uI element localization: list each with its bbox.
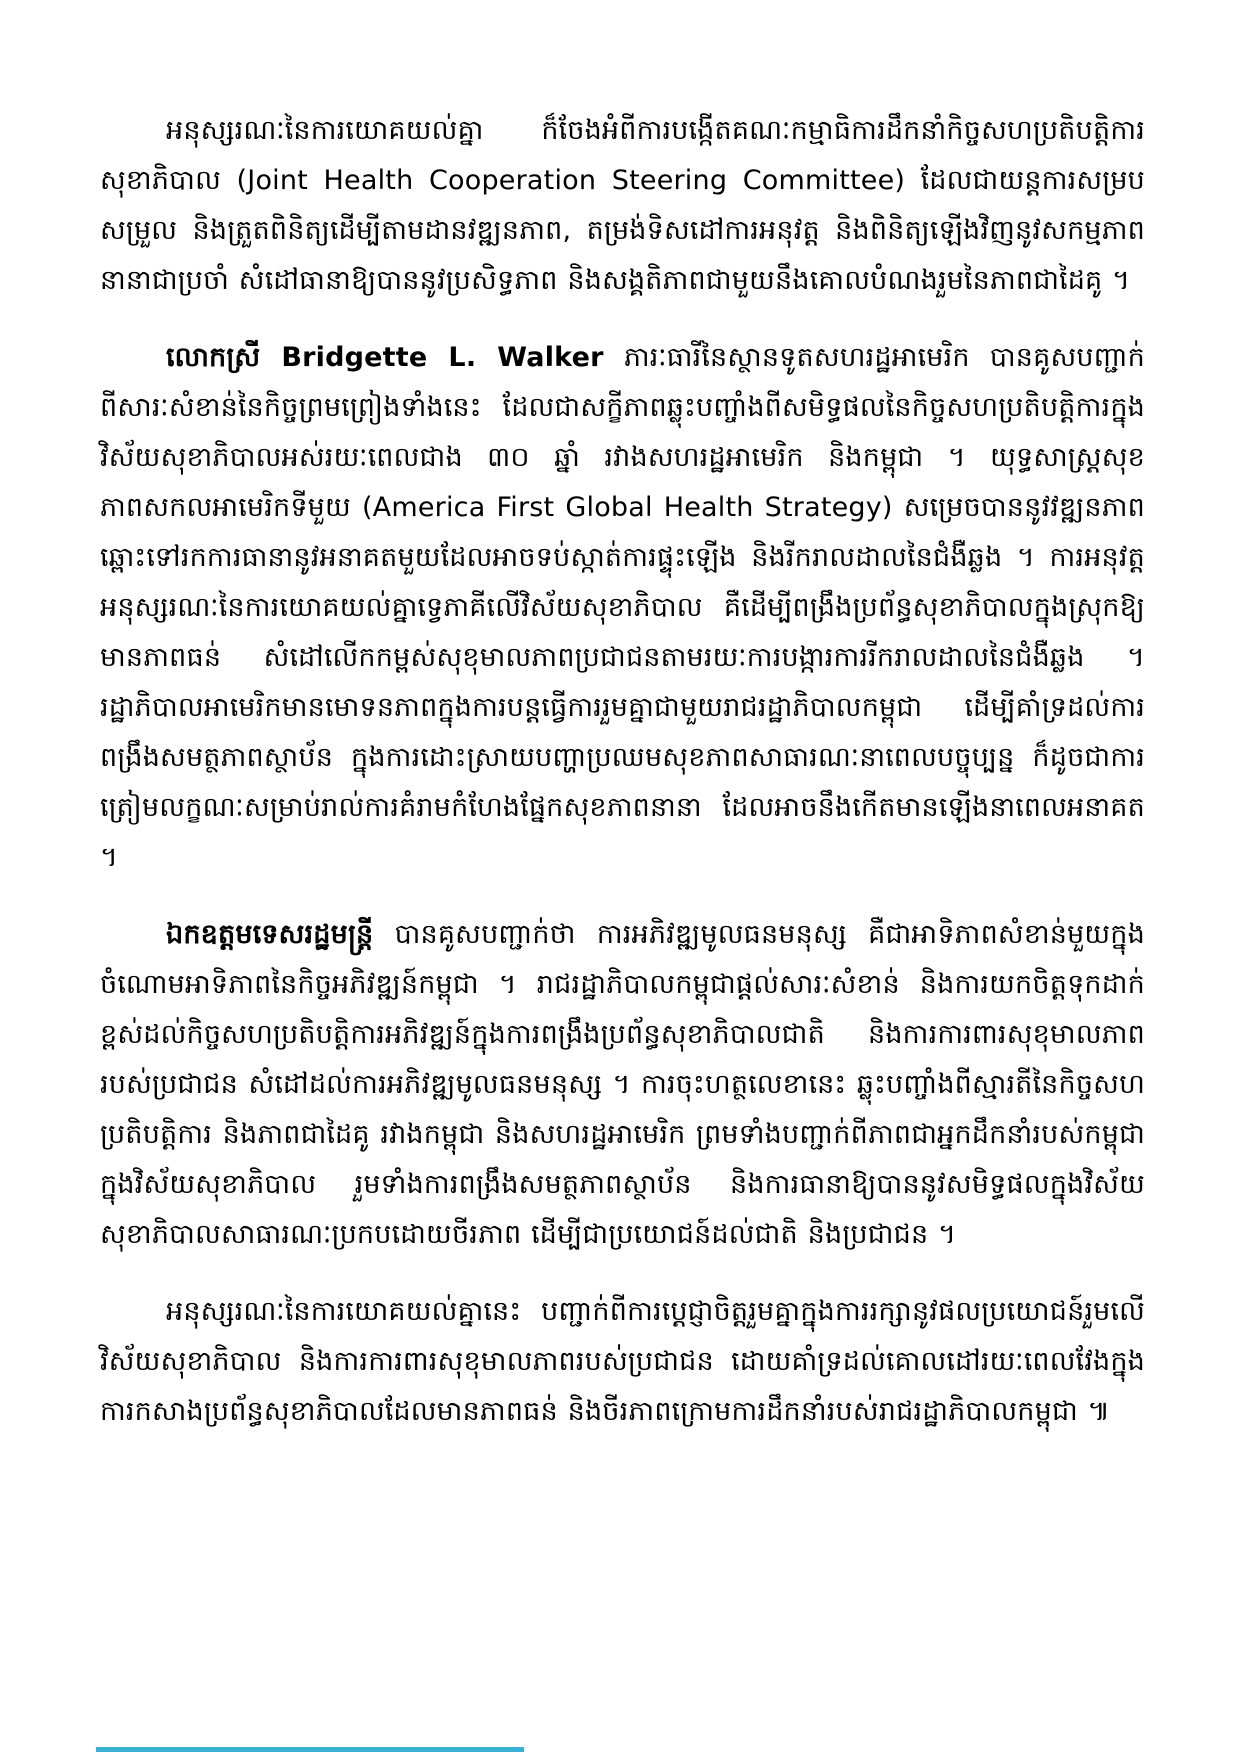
text-run: អនុស្សរណៈនៃការយោគយល់គ្នានេះ បញ្ជាក់ពីការប្តេជ្ញាចិត្តរួមគ្នាក្នុងការរក្សានូវផលប្រយោជន៍រួមលើវិស័យសុខាភិបាល និងការការពារសុខុមាលភាពរបស់ប្រជាជន ដោយគាំទ្រដល់គោលដៅរយៈពេលវែងក្នុងការកសាងប្រព័ន្ធសុខាភិបាលដែលមានភាពធន់ និងចីរភាពក្រោមការដឹកនាំរបស់រាជរដ្ឋាភិបាលកម្ពុជា ៕ [100,1296,1145,1427]
document-body [100,106,1145,1437]
paragraph [100,910,1145,1260]
bold-text-run: ឯកឧត្តមទេសរដ្ឋមន្ត្រី [166,919,374,950]
text-run: អនុស្សរណៈនៃការយោគយល់គ្នា ក៏ចែងអំពីការបង្កើតគណៈកម្មាធិការដឹកនាំកិច្ចសហប្រតិបត្តិការសុខាភិបាល (Joint Health Cooperation Steering Committee) ដែលជាយន្តការសម្របសម្រួល និងត្រួតពិនិត្យដើម្បីតាមដានវឌ្ឍនភាព, តម្រង់ទិសដៅការអនុវត្ត និងពិនិត្យឡើងវិញនូវសកម្មភាពនានាជាប្រចាំ សំដៅធានាឱ្យបាននូវប្រសិទ្ធភាព និងសង្គតិភាពជាមួយនឹងគោលបំណងរួមនៃភាពជាដៃគូ ។ [100,115,1145,296]
paragraph [100,106,1145,306]
text-run: ភារៈធារីនៃស្ថានទូតសហរដ្ឋអាមេរិក បានគូសបញ្ជាក់ពីសារៈសំខាន់នៃកិច្ចព្រមព្រៀងទាំងនេះ ដែលជាសក្ខីភាពឆ្លុះបញ្ចាំងពីសមិទ្ធផលនៃកិច្ចសហប្រតិបត្តិការក្នុងវិស័យសុខាភិបាលអស់រយៈពេលជាង ៣០ ឆ្នាំ រវាងសហរដ្ឋអាមេរិក និងកម្ពុជា ។ យុទ្ធសាស្ត្រសុខភាពសកលអាមេរិកទីមួយ (America First Global Health Strategy) សម្រេចបាននូវវឌ្ឍនភាពឆ្ពោះទៅរកការធានានូវអនាគតមួយដែលអាចទប់ស្កាត់ការផ្ទុះឡើង និងរីករាលដាលនៃជំងឺឆ្លង ។ ការអនុវត្តអនុស្សរណៈនៃការយោគយល់គ្នាទ្វេភាគីលើវិស័យសុខាភិបាល គឺដើម្បីពង្រឹងប្រព័ន្ធសុខាភិបាលក្នុងស្រុកឱ្យមានភាពធន់ សំដៅលើកកម្ពស់សុខុមាលភាពប្រជាជនតាមរយៈការបង្ការការរីករាលដាលនៃជំងឺឆ្លង ។ រដ្ឋាភិបាលអាមេរិកមានមោទនភាពក្នុងការបន្តធ្វើការរួមគ្នាជាមួយរាជរដ្ឋាភិបាលកម្ពុជា ដើម្បីគាំទ្រដល់ការពង្រឹងសមត្ថភាពស្ថាប័ន ក្នុងការដោះស្រាយបញ្ហាប្រឈមសុខភាពសាធារណៈនាពេលបច្ចុប្បន្ន ក៏ដូចជាការត្រៀមលក្ខណៈសម្រាប់រាល់ការគំរាមកំហែងផ្នែកសុខភាពនានា ដែលអាចនឹងកើតមានឡើងនាពេលអនាគត ។ [100,342,1146,873]
paragraph [100,333,1145,883]
paragraph [100,1287,1145,1437]
bold-text-run: លោកស្រី Bridgette L. Walker [166,342,604,373]
text-run: បានគូសបញ្ជាក់ថា ការអភិវឌ្ឍមូលធនមនុស្ស គឺជាអាទិភាពសំខាន់មួយក្នុងចំណោមអាទិភាពនៃកិច្ចអភិវឌ្ឍន៍កម្ពុជា ។ រាជរដ្ឋាភិបាលកម្ពុជាផ្តល់សារៈសំខាន់ និងការយកចិត្តទុកដាក់ខ្ពស់ដល់កិច្ចសហប្រតិបត្តិការអភិវឌ្ឍន៍ក្នុងការពង្រឹងប្រព័ន្ធសុខាភិបាលជាតិ និងការការពារសុខុមាលភាពរបស់ប្រជាជន សំដៅដល់ការអភិវឌ្ឍមូលធនមនុស្ស ។ ការចុះហត្ថលេខានេះ ឆ្លុះបញ្ចាំងពីស្មារតីនៃកិច្ចសហប្រតិបត្តិការ និងភាពជាដៃគូ រវាងកម្ពុជា និងសហរដ្ឋអាមេរិក ព្រមទាំងបញ្ជាក់ពីភាពជាអ្នកដឹកនាំរបស់កម្ពុជាក្នុងវិស័យសុខាភិបាល រួមទាំងការពង្រឹងសមត្ថភាពស្ថាប័ន និងការធានាឱ្យបាននូវសមិទ្ធផលក្នុងវិស័យសុខាភិបាលសាធារណៈប្រកបដោយចីរភាព ដើម្បីជាប្រយោជន៍ដល់ជាតិ និងប្រជាជន ។ [100,919,1145,1250]
page-edge-accent-bar [96,1747,524,1752]
